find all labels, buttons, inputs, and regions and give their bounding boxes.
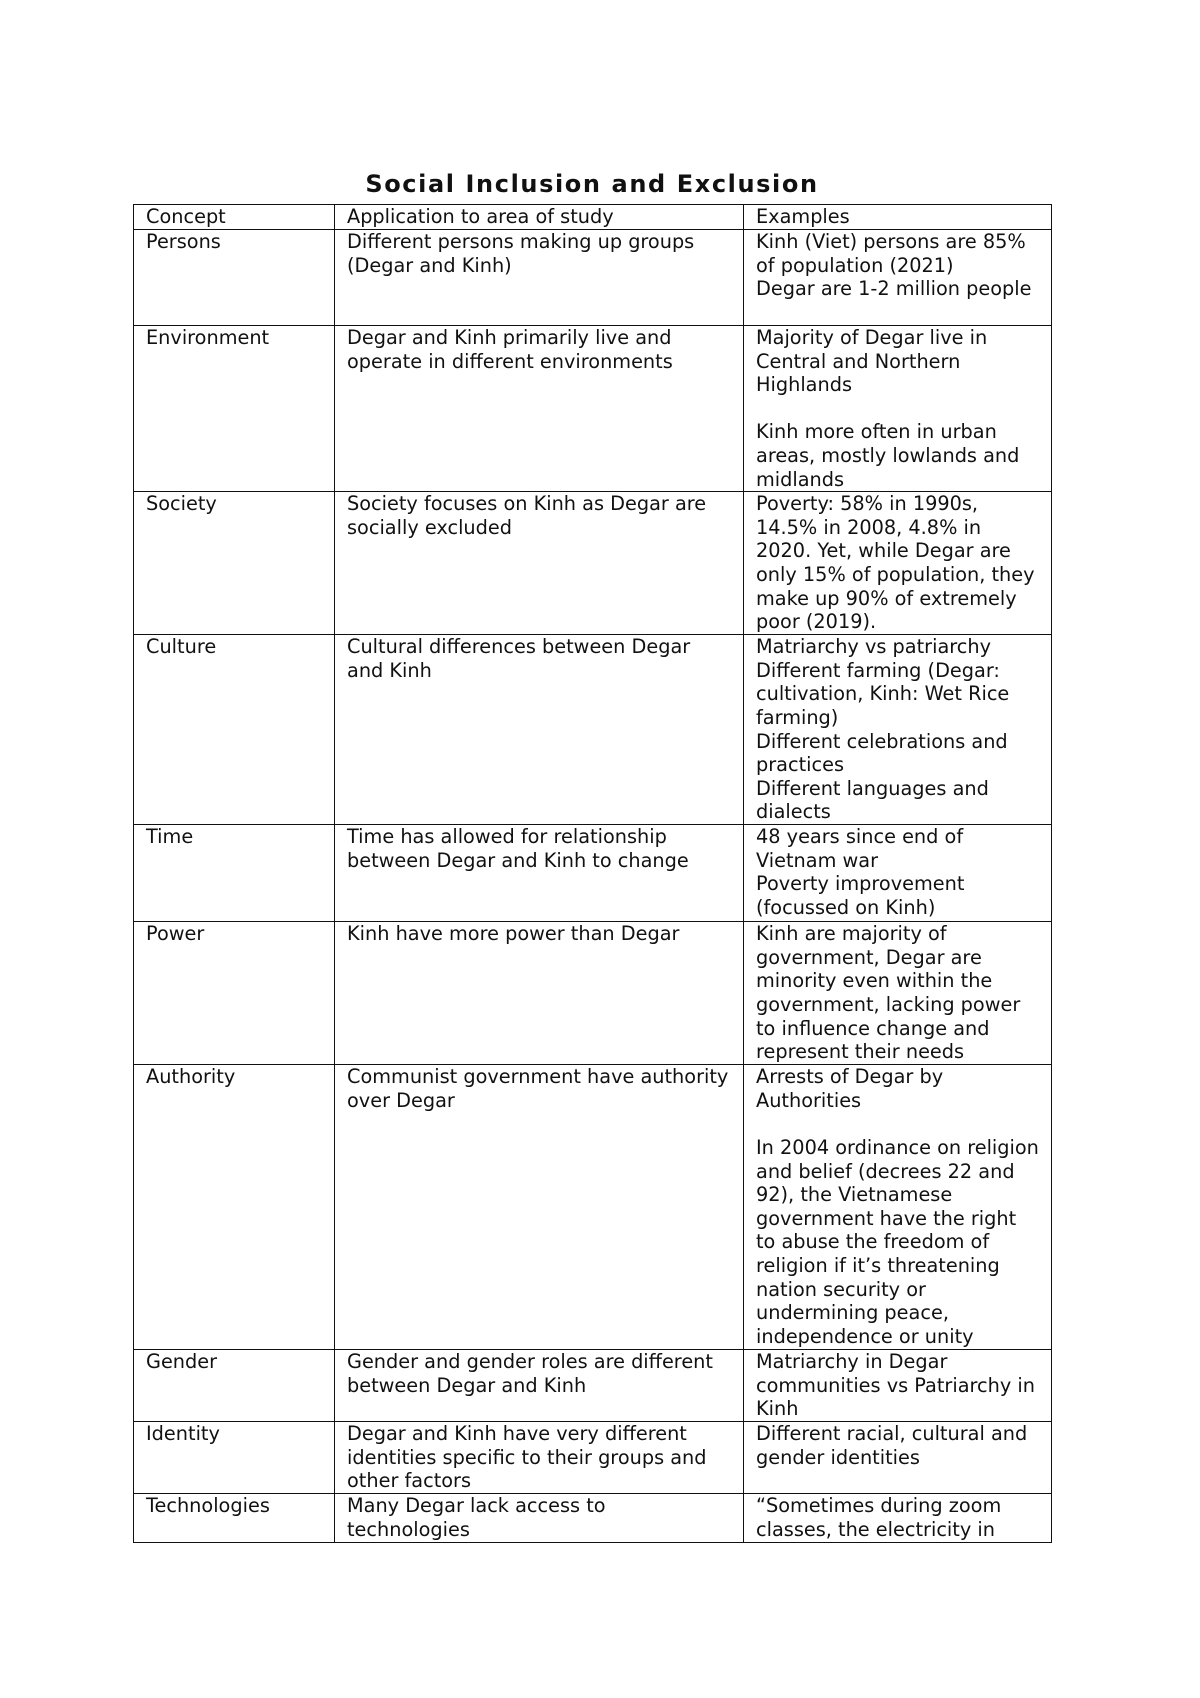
application-cell: Cultural differences between Degar and Kinh: [335, 635, 744, 825]
table-row: [134, 230, 1052, 326]
examples-cell: Matriarchy in Degar communities vs Patriarchy in Kinh: [744, 1350, 1052, 1422]
examples-cell: “Sometimes during zoom classes, the electricity in: [744, 1494, 1052, 1543]
examples-cell: 48 years since end of Vietnam war Poverty improvement (focussed on Kinh): [744, 825, 1052, 922]
concept-cell: Power: [134, 922, 335, 1065]
examples-cell: Kinh are majority of government, Degar are minority even within the government, lacking power to influence change and represent their needs: [744, 922, 1052, 1065]
concept-table: [133, 204, 1052, 1543]
concept-cell: Persons: [134, 230, 335, 326]
table-row: [134, 492, 1052, 635]
page-title: Social Inclusion and Exclusion: [365, 170, 819, 198]
header-row: [134, 205, 1052, 230]
header-examples: Examples: [744, 205, 1052, 230]
table-row: [134, 635, 1052, 825]
examples-cell: Arrests of Degar by Authorities In 2004 ordinance on religion and belief (decrees 22 and 92), the Vietnamese government have the right to abuse the freedom of religion if it’s threatening nation security or undermining peace, independence or unity: [744, 1065, 1052, 1350]
application-cell: Gender and gender roles are different between Degar and Kinh: [335, 1350, 744, 1422]
examples-cell: Different racial, cultural and gender identities: [744, 1422, 1052, 1494]
concept-cell: Culture: [134, 635, 335, 825]
table-row: [134, 1350, 1052, 1422]
application-cell: Degar and Kinh primarily live and operate in different environments: [335, 326, 744, 492]
examples-cell: Poverty: 58% in 1990s, 14.5% in 2008, 4.8% in 2020. Yet, while Degar are only 15% of population, they make up 90% of extremely poor (2019).: [744, 492, 1052, 635]
table-row: [134, 1494, 1052, 1543]
concept-cell: Time: [134, 825, 335, 922]
application-cell: Different persons making up groups (Degar and Kinh): [335, 230, 744, 326]
table-row: [134, 326, 1052, 492]
concept-cell: Identity: [134, 1422, 335, 1494]
examples-cell: Matriarchy vs patriarchy Different farming (Degar: cultivation, Kinh: Wet Rice farming) Different celebrations and practices Different languages and dialects: [744, 635, 1052, 825]
concept-cell: Technologies: [134, 1494, 335, 1543]
application-cell: Communist government have authority over Degar: [335, 1065, 744, 1350]
application-cell: Time has allowed for relationship between Degar and Kinh to change: [335, 825, 744, 922]
application-cell: Kinh have more power than Degar: [335, 922, 744, 1065]
examples-cell: Majority of Degar live in Central and Northern Highlands Kinh more often in urban areas, mostly lowlands and midlands: [744, 326, 1052, 492]
header-concept: Concept: [134, 205, 335, 230]
application-cell: Many Degar lack access to technologies: [335, 1494, 744, 1543]
table-row: [134, 825, 1052, 922]
concept-cell: Society: [134, 492, 335, 635]
table-row: [134, 1065, 1052, 1350]
examples-cell: Kinh (Viet) persons are 85% of population (2021) Degar are 1-2 million people: [744, 230, 1052, 326]
application-cell: Degar and Kinh have very different identities specific to their groups and other factors: [335, 1422, 744, 1494]
concept-cell: Authority: [134, 1065, 335, 1350]
table-row: [134, 1422, 1052, 1494]
concept-cell: Gender: [134, 1350, 335, 1422]
application-cell: Society focuses on Kinh as Degar are socially excluded: [335, 492, 744, 635]
concept-cell: Environment: [134, 326, 335, 492]
header-application: Application to area of study: [335, 205, 744, 230]
table-row: [134, 922, 1052, 1065]
